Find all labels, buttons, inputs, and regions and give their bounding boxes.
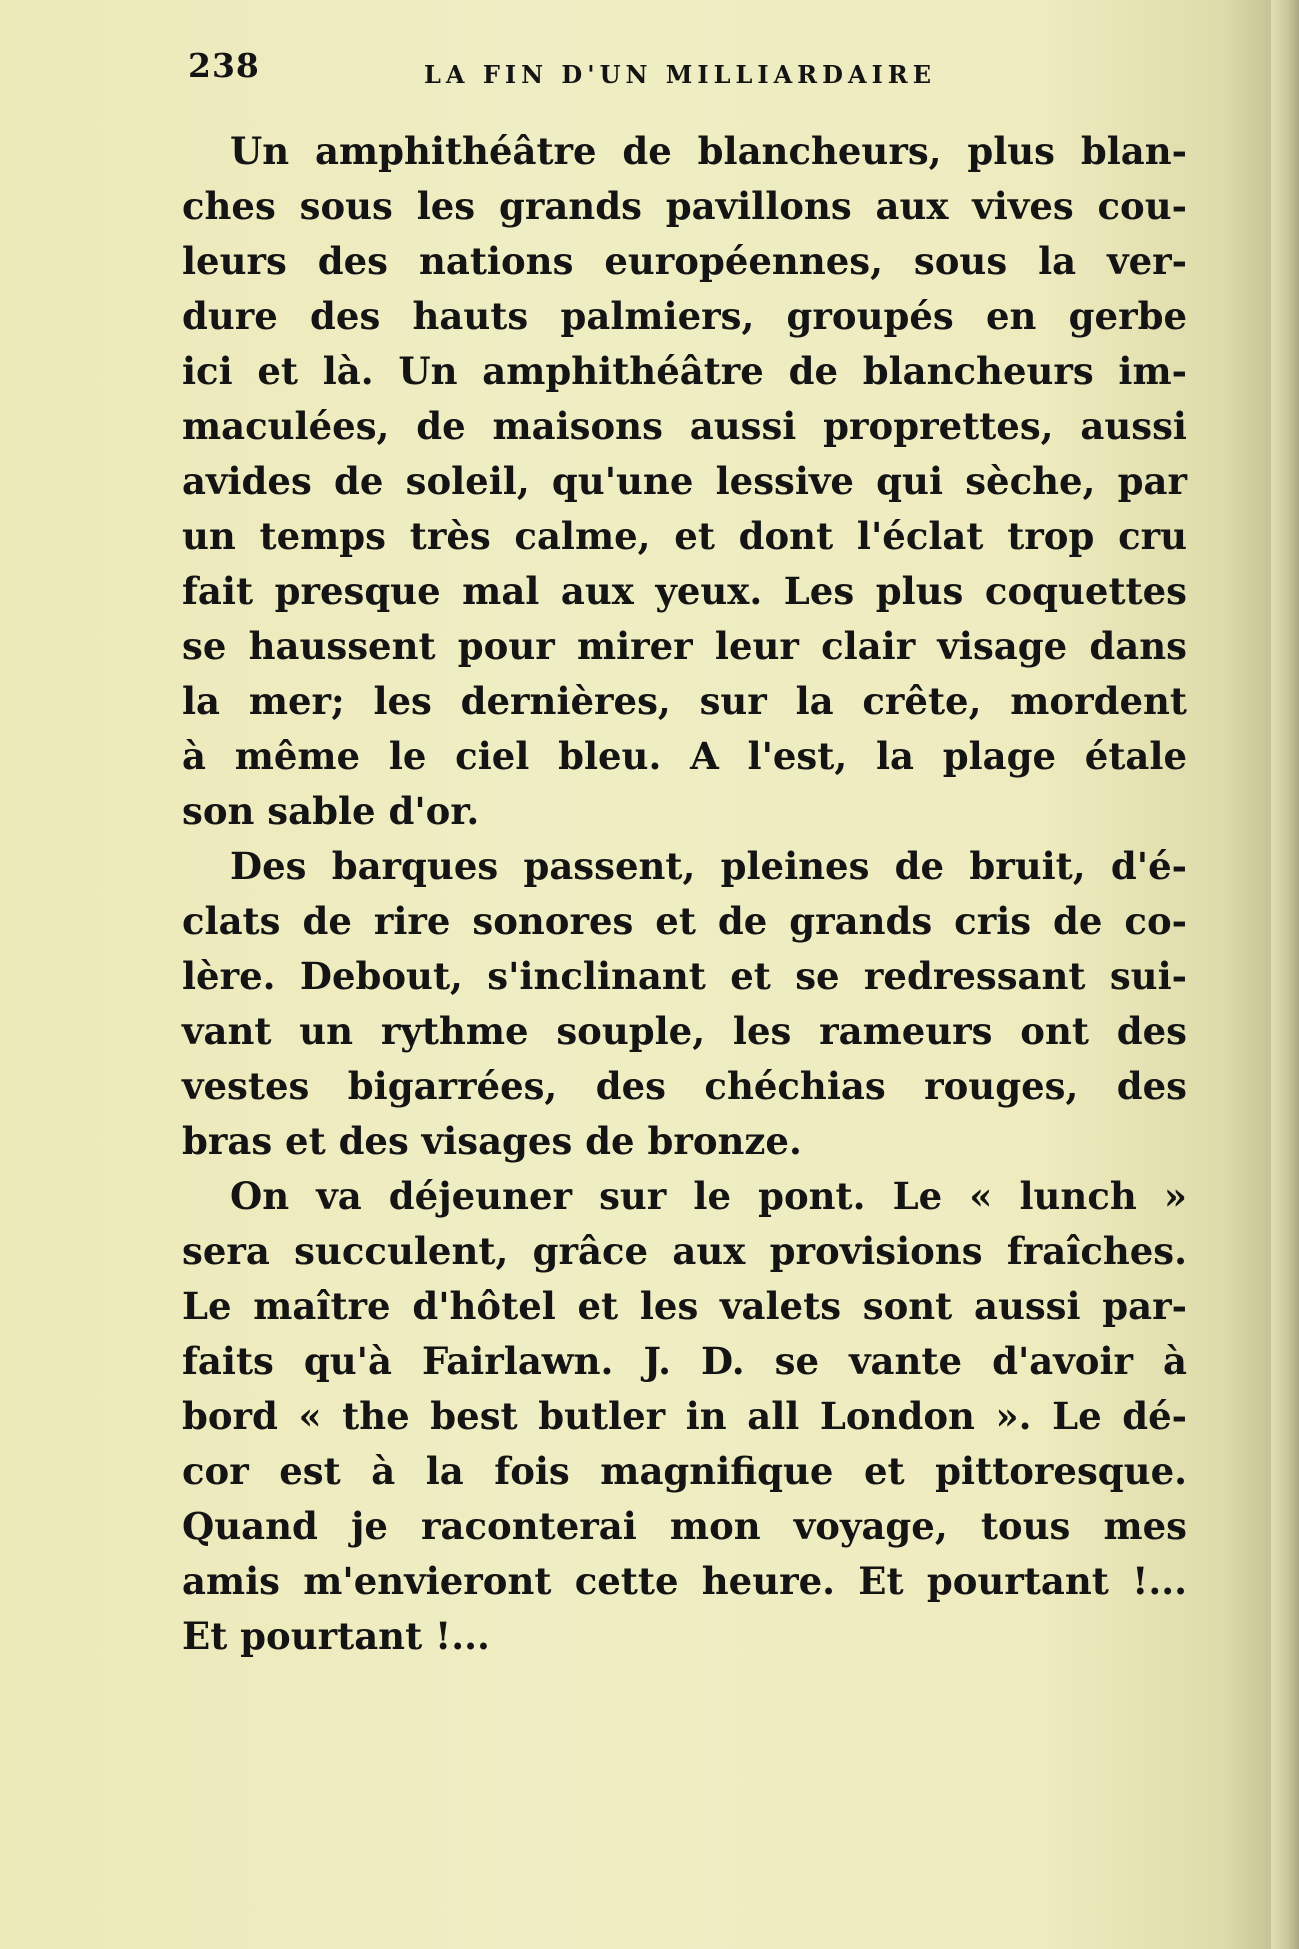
text-line: clats de rire sonores et de grands cris de co-: [182, 899, 1187, 943]
text-line: ches sous les grands pavillons aux vives cou-: [182, 184, 1187, 228]
text-line: dure des hauts palmiers, groupés en gerbe: [182, 294, 1187, 338]
text-line: Quand je raconterai mon voyage, tous mes: [182, 1504, 1187, 1548]
text-line: bras et des visages de bronze.: [182, 1119, 802, 1163]
text-line: vant un rythme souple, les rameurs ont des: [182, 1009, 1187, 1053]
text-line: un temps très calme, et dont l'éclat trop cru: [182, 514, 1187, 558]
text-line: Un amphithéâtre de blancheurs, plus blan-: [230, 129, 1187, 173]
text-line: se haussent pour mirer leur clair visage dans: [182, 624, 1187, 668]
text-line: cor est à la fois magnifique et pittoresque.: [182, 1449, 1187, 1493]
page-header: [188, 46, 988, 106]
paragraph-2: [182, 839, 1187, 1169]
text-line: avides de soleil, qu'une lessive qui sèche, par: [182, 459, 1187, 503]
text-line: la mer; les dernières, sur la crête, mordent: [182, 679, 1187, 723]
text-line: son sable d'or.: [182, 789, 480, 833]
paragraph-3: [182, 1169, 1187, 1664]
text-line: Des barques passent, pleines de bruit, d'é-: [230, 844, 1187, 888]
text-line: fait presque mal aux yeux. Les plus coquettes: [182, 569, 1187, 613]
text-line: leurs des nations européennes, sous la ver-: [182, 239, 1187, 283]
text-line: sera succulent, grâce aux provisions fraîches.: [182, 1229, 1187, 1273]
text-line: vestes bigarrées, des chéchias rouges, des: [182, 1064, 1187, 1108]
text-line: maculées, de maisons aussi proprettes, aussi: [182, 404, 1187, 448]
running-title: LA FIN D'UN MILLIARDAIRE: [424, 60, 937, 89]
page-edge-shadow: [1271, 0, 1299, 1949]
text-line: bord « the best butler in all London ». Le dé-: [182, 1394, 1187, 1438]
page-number: 238: [188, 46, 260, 85]
text-line: lère. Debout, s'inclinant et se redressant sui-: [182, 954, 1187, 998]
text-line: Le maître d'hôtel et les valets sont aussi par-: [182, 1284, 1187, 1328]
text-line: ici et là. Un amphithéâtre de blancheurs im-: [182, 349, 1187, 393]
text-line: amis m'envieront cette heure. Et pourtant !...: [182, 1559, 1187, 1603]
text-line: On va déjeuner sur le pont. Le « lunch »: [230, 1174, 1187, 1218]
body-text: [182, 124, 1187, 1664]
text-line: Et pourtant !...: [182, 1614, 490, 1658]
text-line: faits qu'à Fairlawn. J. D. se vante d'avoir à: [182, 1339, 1187, 1383]
paragraph-1: [182, 124, 1187, 839]
text-line: à même le ciel bleu. A l'est, la plage étale: [182, 734, 1187, 778]
